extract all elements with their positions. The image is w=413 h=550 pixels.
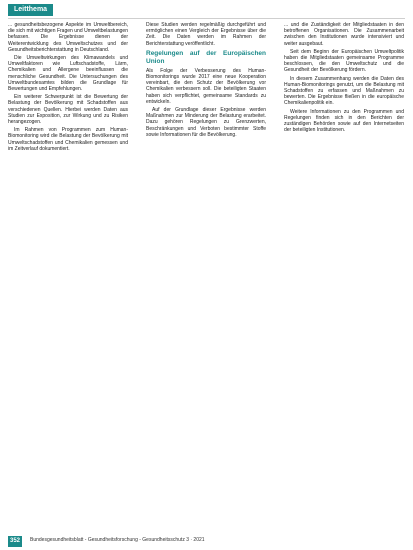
running-footer: Bundesgesundheitsblatt - Gesundheitsforschung - Gesundheitsschutz 3 · 2021 [30,537,205,543]
page-header [0,0,413,22]
paragraph: Auf der Grundlage dieser Ergebnisse werden Maßnahmen zur Minderung der Belastung erarbeitet. Dazu gehören Regelungen zu Grenzwerten, Beschränkungen und Verboten bestimmter Stoffe sowie Informationen für die Bevölkerung. [146,107,266,138]
paragraph: Als Folge der Verbesserung des Human-Biomonitorings wurde 2017 eine neue Kooperation vereinbart, die den Schutz der Bevölkerung vor Chemikalien verbessern soll. Die beteiligten Staaten haben sich verpflichtet, gemeinsame Standards zu entwickeln. [146,67,266,105]
text-column-2 [146,22,266,140]
paragraph: ... und die Zuständigkeit der Mitgliedstaaten in den betroffenen Organisationen. Die Zusammenarbeit zwischen den Institutionen wurde intensiviert und weiter ausgebaut. [284,22,404,47]
text-column-1 [8,22,128,154]
section-heading: Regelungen auf der Europäischen Union [146,49,266,65]
paragraph: Die Umweltwirkungen des Klimawandels und Umweltfaktoren wie Luftschadstoffe, Lärm, Chemikalien und Allergene beeinflussen die menschliche Gesundheit. Die Untersuchungen des Umweltbundesamtes bilden die Grundlage für Bewertungen und Empfehlungen. [8,55,128,93]
section-tag: Leitthema [8,4,53,16]
paragraph: Seit dem Beginn der Europäischen Umweltpolitik haben die Mitgliedstaaten gemeinsame Programme beschlossen, die den Umweltschutz und die Gesundheit der Bevölkerung fördern. [284,48,404,74]
text-column-3 [284,22,404,135]
paragraph: In diesem Zusammenhang werden die Daten des Human-Biomonitorings genutzt, um die Belastung mit Schadstoffen zu erfassen und Maßnahmen zu bewerten. Die Ergebnisse fließen in die europäische Chemikalienpolitik ein. [284,75,404,107]
paragraph: Im Rahmen von Programmen zum Human-Biomonitoring wird die Belastung der Bevölkerung mit Umweltschadstoffen und Chemikalien gemessen und im Zeitverlauf dokumentiert. [8,127,128,152]
paragraph: Diese Studien werden regelmäßig durchgeführt und ermöglichen einen Vergleich der Ergebnisse über die Zeit. Die Daten werden im Rahmen der Berichterstattung veröffentlicht. [146,22,266,47]
paragraph: Ein weiterer Schwerpunkt ist die Bewertung der Belastung der Bevölkerung mit Schadstoffen aus verschiedenen Quellen. Hierbei werden Daten aus Studien zur Exposition, zur Wirkung und zu Risiken herangezogen. [8,94,128,126]
page-footer [0,532,413,550]
header-rule [8,18,405,19]
paragraph: Weitere Informationen zu den Programmen und Regelungen finden sich in den Berichten der zuständigen Behörden sowie auf den Internetseiten der beteiligten Institutionen. [284,108,404,134]
page-number: 352 [8,536,22,547]
paragraph: ... gesundheitsbezogene Aspekte im Umweltbereich, die sich mit wichtigen Fragen und Umweltbelastungen befassen. Die Ergebnisse dienen der Weiterentwicklung des Umweltschutzes und der Gesundheitsberichterstattung in Deutschland. [8,22,128,53]
